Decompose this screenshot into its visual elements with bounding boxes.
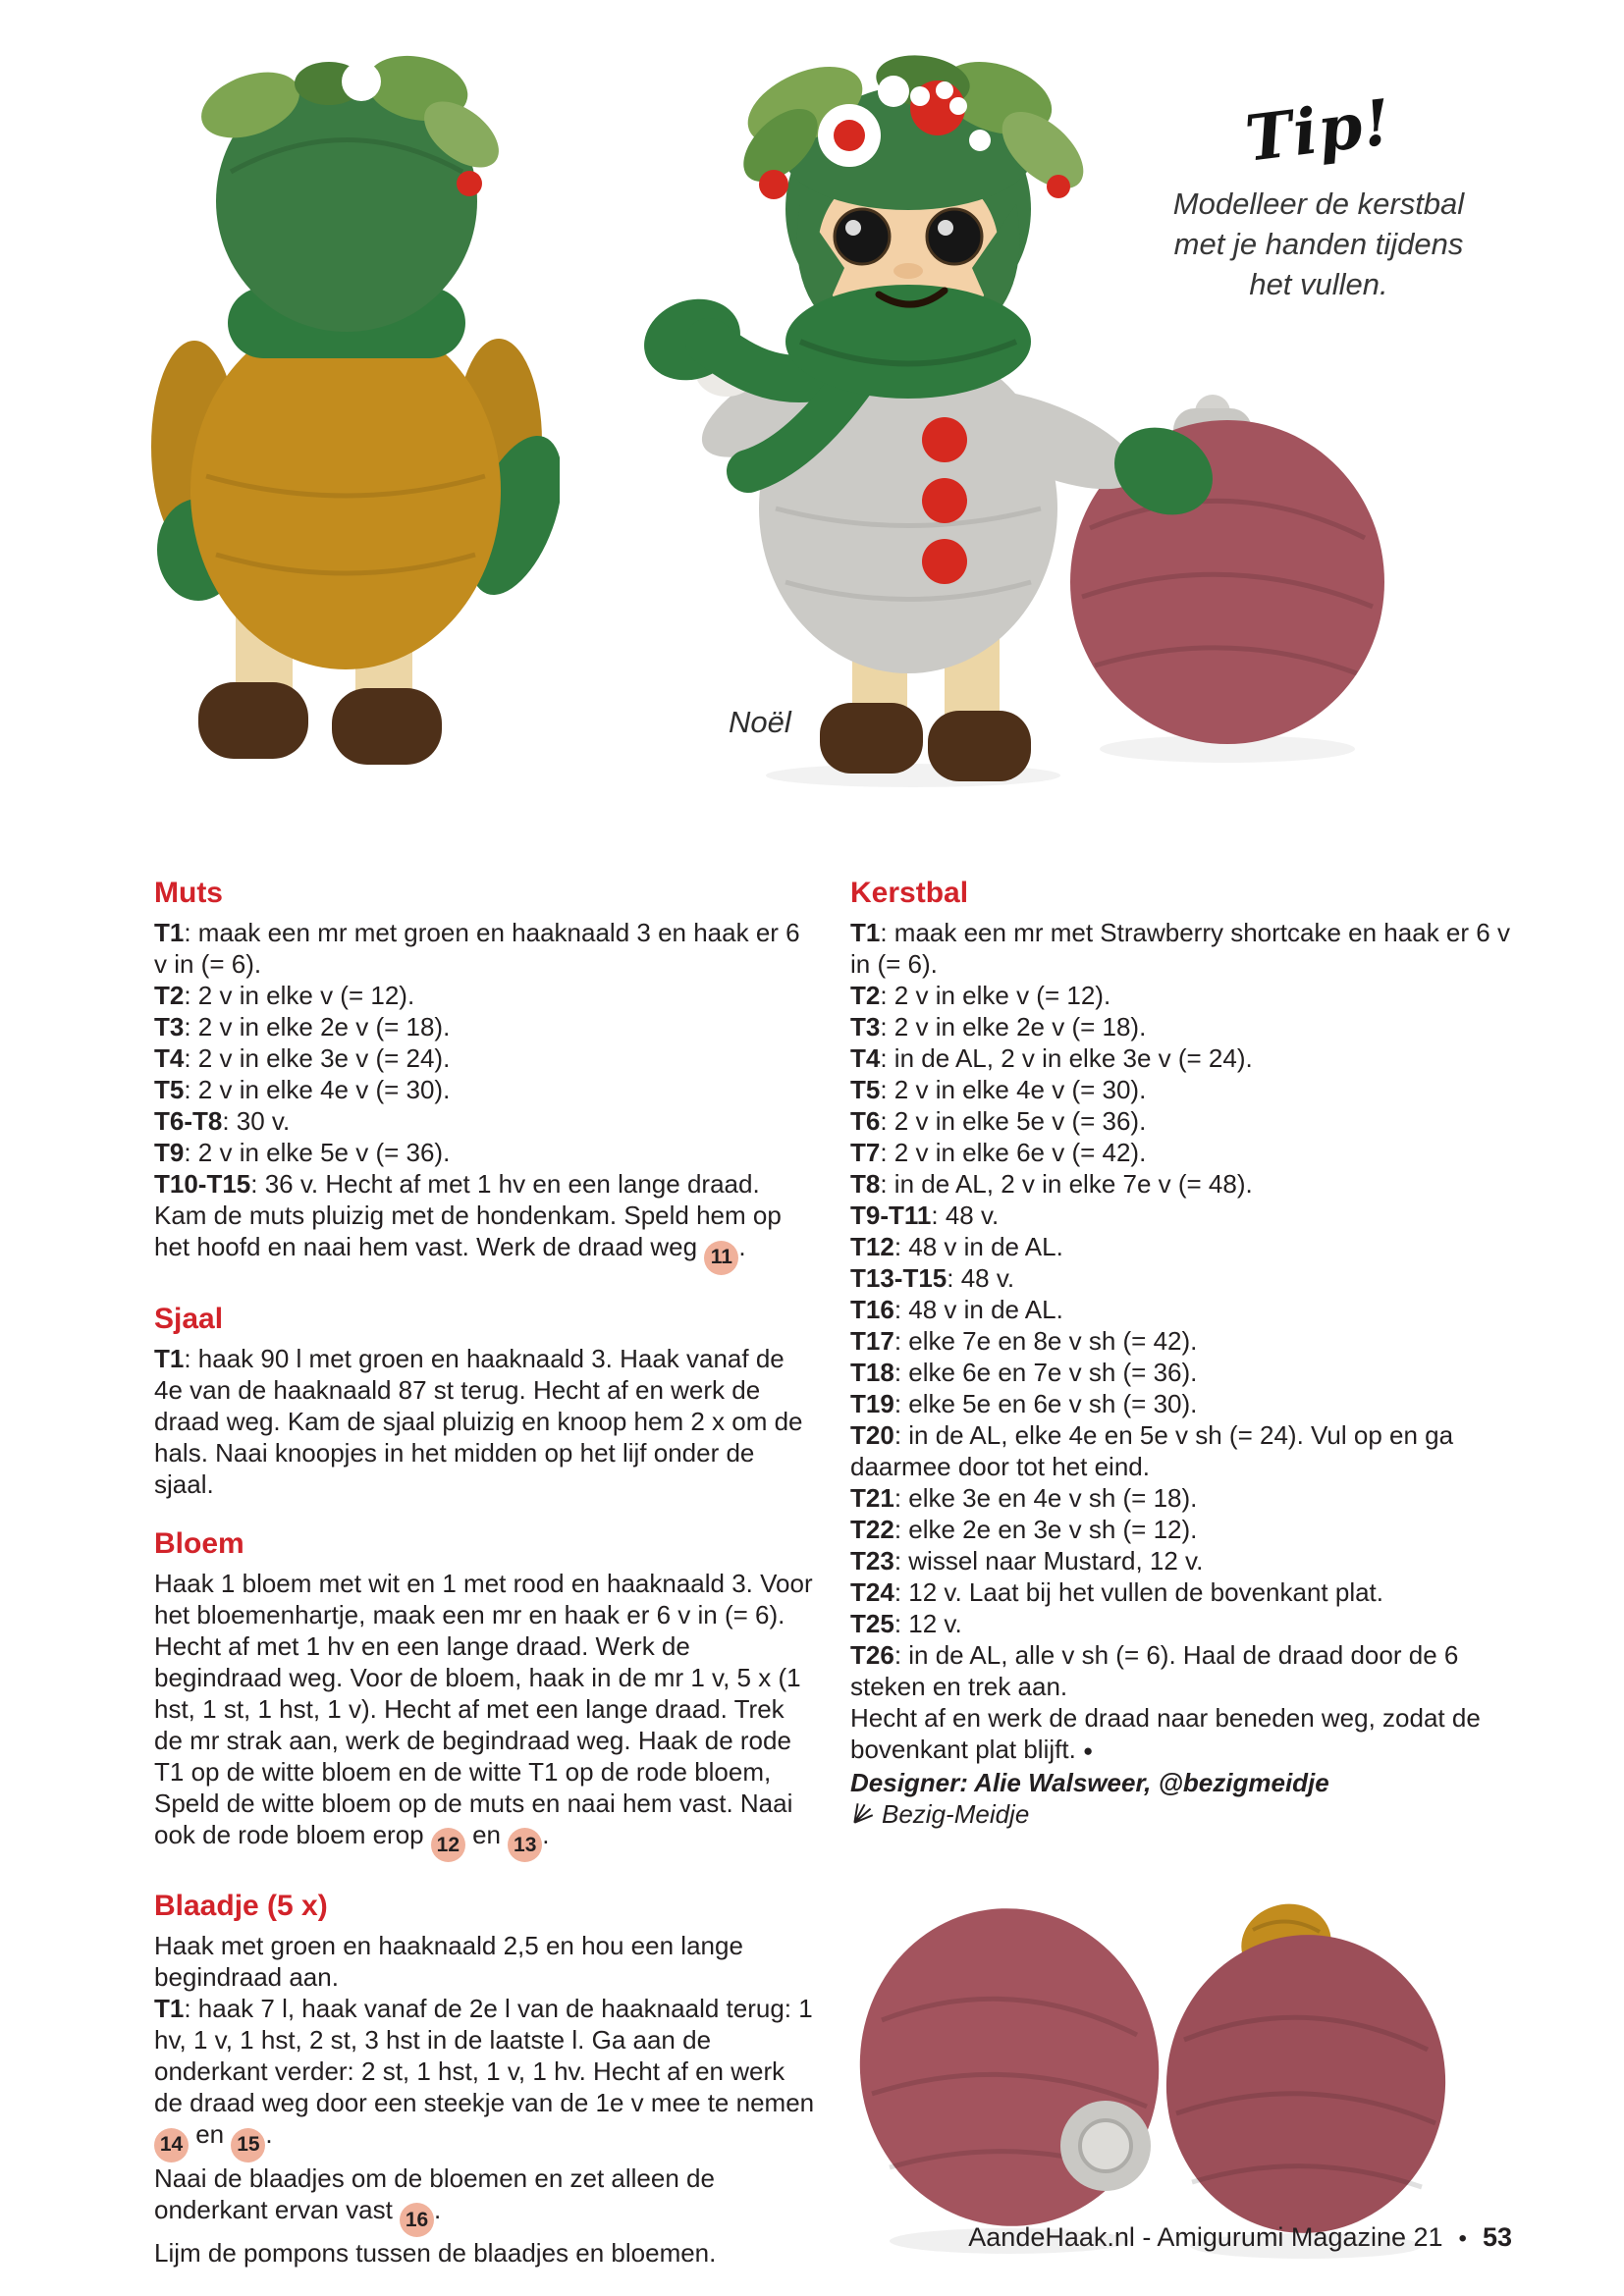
pattern-text: : elke 5e en 6e v sh (= 30). <box>893 1389 1198 1418</box>
pattern-line <box>850 1798 1514 1830</box>
pattern-text: . <box>738 1232 746 1261</box>
photo-step-badge: 16 <box>400 2203 434 2237</box>
pattern-text: : 2 v in elke v (= 12). <box>880 981 1111 1010</box>
pattern-line <box>154 1993 818 2163</box>
round-label: T25 <box>850 1609 894 1638</box>
pattern-text: : maak een mr met Strawberry shortcake en haak er 6 v in (= 6). <box>850 918 1510 979</box>
pattern-line <box>154 2237 818 2269</box>
pattern-line <box>850 1514 1514 1545</box>
pattern-text: : 2 v in elke 4e v (= 30). <box>184 1075 451 1104</box>
round-label: T19 <box>850 1389 894 1418</box>
round-label: T20 <box>850 1420 894 1450</box>
round-label: T6-T8 <box>154 1106 223 1136</box>
pattern-line <box>154 1105 818 1137</box>
pattern-text: : 2 v in elke 5e v (= 36). <box>880 1106 1147 1136</box>
kerstbal-right <box>1152 1895 1460 2259</box>
round-label: T18 <box>850 1358 894 1387</box>
pattern-text: : in de AL, 2 v in elke 7e v (= 48). <box>880 1169 1253 1199</box>
left-column <box>154 877 818 2269</box>
round-label: T9 <box>154 1138 185 1167</box>
round-label: T16 <box>850 1295 894 1324</box>
round-label: T24 <box>850 1577 894 1607</box>
pattern-text: : 48 v. <box>931 1201 1000 1230</box>
round-label: T1 <box>850 918 881 947</box>
doll-back <box>151 54 560 765</box>
round-label: T1 <box>154 918 185 947</box>
round-label: T5 <box>154 1075 185 1104</box>
pattern-text: : 12 v. Laat bij het vullen de bovenkant plat. <box>893 1577 1384 1607</box>
pattern-line <box>154 1042 818 1074</box>
pattern-text: : elke 7e en 8e v sh (= 42). <box>893 1326 1198 1356</box>
pattern-line <box>850 1137 1514 1168</box>
photo-doll-back-view <box>137 54 560 771</box>
pattern-text: : elke 6e en 7e v sh (= 36). <box>893 1358 1198 1387</box>
round-label: T26 <box>850 1640 894 1670</box>
round-label: T1 <box>154 1343 185 1373</box>
pattern-line <box>850 1042 1514 1074</box>
pattern-line <box>154 1200 818 1275</box>
pattern-text: : 2 v in elke v (= 12). <box>184 981 415 1010</box>
round-label: T22 <box>850 1515 894 1544</box>
pattern-text: : haak 90 l met groen en haaknaald 3. Haak vanaf de 4e van de haaknaald 87 st terug. Hecht af en werk de draad weg. Kam de sjaal pluizig en knoop hem 2 x om de hals. Naai knoopjes in het midden op het lijf onder de sjaal. <box>154 1343 803 1499</box>
pattern-line <box>850 1576 1514 1608</box>
tip-box <box>1157 85 1481 304</box>
pattern-line <box>850 1168 1514 1200</box>
round-label: T7 <box>850 1138 881 1167</box>
round-label: T21 <box>850 1483 894 1513</box>
footer-bullet: • <box>1458 2225 1467 2252</box>
page-footer <box>968 2222 1512 2253</box>
pattern-text: . <box>265 2119 273 2149</box>
pattern-text: : 48 v. <box>947 1263 1015 1293</box>
section-heading: Blaadje (5 x) <box>154 1890 328 1922</box>
section-heading: Sjaal <box>154 1302 224 1335</box>
pattern-text: Lijm de pompons tussen de blaadjes en bloemen. <box>154 2238 717 2268</box>
pattern-line <box>850 1545 1514 1576</box>
pattern-text: : 12 v. <box>893 1609 962 1638</box>
pattern-line <box>154 917 818 980</box>
pattern-line <box>154 980 818 1011</box>
round-label: T2 <box>850 981 881 1010</box>
pattern-text: : 36 v. Hecht af met 1 hv en een lange draad. <box>250 1169 760 1199</box>
pattern-line <box>850 1262 1514 1294</box>
pattern-text: : 2 v in elke 6e v (= 42). <box>880 1138 1147 1167</box>
round-label: T8 <box>850 1169 881 1199</box>
round-label: T17 <box>850 1326 894 1356</box>
round-label: T12 <box>850 1232 894 1261</box>
pattern-line <box>850 1419 1514 1482</box>
round-label: T6 <box>850 1106 881 1136</box>
round-label: T13-T15 <box>850 1263 947 1293</box>
footer-text: AandeHaak.nl - Amigurumi Magazine 21 <box>968 2222 1443 2252</box>
photo-step-badge: 13 <box>508 1828 542 1862</box>
pattern-line <box>850 1639 1514 1702</box>
pattern-text: : elke 3e en 4e v sh (= 18). <box>893 1483 1198 1513</box>
pattern-text: : 2 v in elke 3e v (= 24). <box>184 1043 451 1073</box>
pattern-text: : wissel naar Mustard, 12 v. <box>893 1546 1204 1575</box>
pattern-text: : haak 7 l, haak vanaf de 2e l van de haaknaald terug: 1 hv, 1 v, 1 hst, 2 st, 3 hst in de laatste l. Ga aan de onderkant verder: 2 st, 1 hst, 1 v, 1 hv. Hecht af en werk de draad weg door een steekje van de 1e v mee te nemen <box>154 1994 815 2117</box>
pattern-end-marker: ● <box>1083 1741 1094 1760</box>
round-label: T23 <box>850 1546 894 1575</box>
round-label: T2 <box>154 981 185 1010</box>
pattern-line <box>850 1388 1514 1419</box>
photo-kerstballen <box>842 1853 1476 2266</box>
pattern-line <box>850 1200 1514 1231</box>
pattern-line <box>850 1231 1514 1262</box>
pattern-text: Haak met groen en haaknaald 2,5 en hou een lange begindraad aan. <box>154 1931 743 1992</box>
pattern-text: Kam de muts pluizig met de hondenkam. Speld hem op het hoofd en naai hem vast. Werk de draad weg <box>154 1201 782 1261</box>
photo-step-badge: 12 <box>431 1828 465 1862</box>
pattern-line <box>154 1168 818 1200</box>
pattern-line <box>850 1357 1514 1388</box>
pattern-text: : maak een mr met groen en haaknaald 3 en haak er 6 v in (= 6). <box>154 918 800 979</box>
tip-body: Modelleer de kerstbal met je handen tijdens het vullen. <box>1172 187 1465 301</box>
pattern-text: : 30 v. <box>222 1106 291 1136</box>
pattern-text: : 2 v in elke 2e v (= 18). <box>184 1012 451 1041</box>
round-label: T1 <box>154 1994 185 2023</box>
tip-title: Tip! <box>1241 85 1396 177</box>
pattern-text: : in de AL, alle v sh (= 6). Haal de draad door de 6 steken en trek aan. <box>850 1640 1459 1701</box>
photo-step-badge: 15 <box>231 2128 265 2163</box>
pattern-text: Haak 1 bloem met wit en 1 met rood en haaknaald 3. Voor het bloemenhartje, maak een mr en haak er 6 v in (= 6). Hecht af met 1 hv en een lange draad. Werk de begindraad weg. Voor de bloem, haak in de mr 1 v, 5 x (1 hst, 1 st, 1 hst, 1 v). Hecht af met een lange draad. Trek de mr strak aan, werk de begindraad weg. Haak de rode T1 op de witte bloem en de witte T1 op de rode bloem, Speld de witte bloem op de muts en naai hem vast. Naai ook de rode bloem erop <box>154 1568 813 1849</box>
pattern-line <box>154 1343 818 1500</box>
round-label: T4 <box>850 1043 881 1073</box>
kerstbal-left <box>842 1889 1179 2254</box>
section-heading: Bloem <box>154 1526 244 1560</box>
round-label: T9-T11 <box>850 1201 932 1230</box>
pattern-text: en <box>464 1819 509 1849</box>
pattern-line <box>850 1482 1514 1514</box>
pattern-line <box>850 1105 1514 1137</box>
pattern-line <box>154 1011 818 1042</box>
round-label: T10-T15 <box>154 1169 251 1199</box>
designer-shop-name: Bezig-Meidje <box>882 1799 1030 1829</box>
pattern-line <box>154 2163 818 2238</box>
pattern-line <box>850 1011 1514 1042</box>
pattern-text: en <box>189 2119 232 2149</box>
pattern-line <box>850 980 1514 1011</box>
section-heading: Kerstbal <box>850 877 969 909</box>
pattern-text: : in de AL, 2 v in elke 3e v (= 24). <box>880 1043 1253 1073</box>
pattern-line <box>850 1325 1514 1357</box>
designer-credit: Designer: Alie Walsweer, @bezigmeidje <box>850 1768 1329 1797</box>
pattern-line <box>850 917 1514 980</box>
pattern-line <box>154 1074 818 1105</box>
pattern-line <box>850 1767 1514 1798</box>
round-label: T3 <box>154 1012 185 1041</box>
pattern-line <box>154 1568 818 1863</box>
pattern-text: . <box>434 2194 442 2224</box>
pattern-line <box>154 1137 818 1168</box>
pattern-line <box>154 1930 818 1993</box>
pattern-text: : in de AL, elke 4e en 5e v sh (= 24). Vul op en ga daarmee door tot het eind. <box>850 1420 1454 1481</box>
pattern-line <box>850 1294 1514 1325</box>
pattern-text: . <box>542 1819 550 1849</box>
photo-step-badge: 11 <box>704 1241 738 1275</box>
pattern-text: : 48 v in de AL. <box>893 1295 1063 1324</box>
pattern-text: : elke 2e en 3e v sh (= 12). <box>893 1515 1198 1544</box>
pattern-line <box>850 1074 1514 1105</box>
pattern-text: : 2 v in elke 5e v (= 36). <box>184 1138 451 1167</box>
round-label: T5 <box>850 1075 881 1104</box>
pattern-line <box>850 1608 1514 1639</box>
yarn-fan-icon <box>850 1800 876 1826</box>
pattern-text: : 2 v in elke 4e v (= 30). <box>880 1075 1147 1104</box>
pattern-text: Naai de blaadjes om de bloemen en zet alleen de onderkant ervan vast <box>154 2163 715 2224</box>
pattern-text: Hecht af en werk de draad naar beneden weg, zodat de bovenkant plat blijft. <box>850 1703 1481 1764</box>
pattern-line <box>850 1702 1514 1767</box>
section-heading: Muts <box>154 877 223 909</box>
page-number: 53 <box>1482 2222 1512 2252</box>
doll-name-caption: Noël <box>729 705 791 739</box>
round-label: T3 <box>850 1012 881 1041</box>
pattern-text: : 2 v in elke 2e v (= 18). <box>880 1012 1147 1041</box>
round-label: T4 <box>154 1043 185 1073</box>
pattern-text: : 48 v in de AL. <box>893 1232 1063 1261</box>
photo-step-badge: 14 <box>154 2128 189 2163</box>
